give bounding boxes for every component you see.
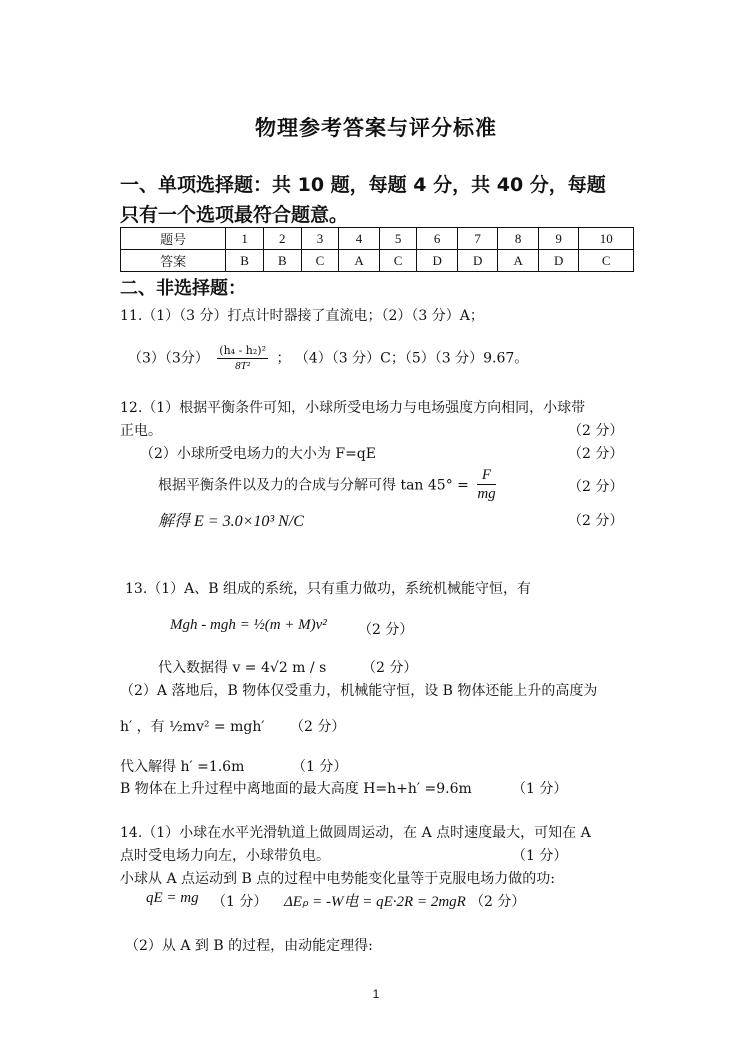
answer-cell: D — [538, 250, 578, 272]
q14-line4: （2）从 A 到 B 的过程，由动能定理得: — [125, 938, 373, 954]
answer-label-cell: 答案 — [121, 250, 226, 272]
q11-part3-suffix: ； （4）（3 分）C；（5）（3 分）9.67。 — [276, 350, 529, 367]
q13-line2: 代入数据得 v = 4√2 m / s — [158, 660, 327, 676]
q13-score2: （2 分） — [362, 660, 418, 676]
q13-line6: B 物体在上升过程中离地面的最大高度 H=h+h′ =9.6m — [120, 781, 472, 797]
q11-part3-prefix: （3）（3分） — [128, 350, 209, 367]
q13-line5: 代入解得 h′ =1.6m — [120, 759, 245, 775]
q12-line4-prefix: 根据平衡条件以及力的合成与分解可得 tan 45° = — [158, 477, 469, 494]
answer-cell: C — [579, 250, 634, 272]
q14-score2: （1 分） — [212, 894, 268, 910]
question-number-cell: 7 — [457, 228, 497, 250]
q12-score4: （2 分） — [568, 513, 624, 529]
section1-heading-line2: 只有一个选项最符合题意。 — [120, 204, 349, 226]
page-number: 1 — [372, 987, 380, 1001]
question-number-cell: 1 — [226, 228, 264, 250]
answer-cell: A — [498, 250, 538, 272]
q12-score2: （2 分） — [568, 446, 624, 462]
q12-line4 — [158, 466, 496, 503]
answer-cell: B — [263, 250, 301, 272]
q13-line1: 13.（1）A、B 组成的系统，只有重力做功，系统机械能守恒，有 — [125, 581, 532, 597]
q12-frac-num: F — [477, 466, 495, 485]
question-number-cell: 6 — [417, 228, 457, 250]
answer-cell: D — [417, 250, 457, 272]
q11-frac-num: (h₄ - h₂)² — [219, 344, 266, 357]
q11-line1: 11.（1）（3 分）打点计时器接了直流电；（2）（3 分）A； — [120, 308, 484, 324]
answer-table-header-row — [121, 228, 634, 250]
q13-line3: （2）A 落地后，B 物体仅受重力，机械能守恒，设 B 物体还能上升的高度为 — [120, 683, 598, 699]
answer-cell: C — [301, 250, 339, 272]
q11-line2 — [128, 343, 528, 374]
q13-score3: （2 分） — [290, 719, 346, 735]
section1-heading-line1: 一、单项选择题：共 10 题，每题 4 分，共 40 分，每题 — [120, 174, 606, 196]
question-number-cell: 9 — [538, 228, 578, 250]
q12-line3: （2）小球所受电场力的大小为 F=qE — [140, 446, 376, 462]
q12-line2: 正电。 — [120, 423, 162, 439]
answer-cell: C — [379, 250, 417, 272]
q14-line1: 14.（1）小球在水平光滑轨道上做圆周运动，在 A 点时速度最大，可知在 A — [120, 825, 591, 841]
q11-frac-den: 8T² — [235, 360, 251, 372]
q14-eq1: qE = mg — [146, 890, 199, 906]
question-number-cell: 3 — [301, 228, 339, 250]
q13-score4: （1 分） — [292, 759, 348, 775]
question-number-cell: 5 — [379, 228, 417, 250]
q13-line4: h′ ，有 ½mv² = mgh′ — [120, 719, 265, 735]
q12-fraction — [477, 466, 495, 503]
q13-score5: （1 分） — [512, 781, 568, 797]
q13-eq1: Mgh - mgh = ½(m + M)v² — [170, 617, 327, 633]
question-number-cell: 8 — [498, 228, 538, 250]
q14-score3: （2 分） — [470, 894, 526, 910]
q14-eq2: ΔEₚ = -W电 = qE·2R = 2mgR — [284, 894, 466, 910]
q11-fraction — [217, 343, 268, 374]
answer-table-answer-row — [121, 250, 634, 272]
q14-score1: （1 分） — [512, 848, 568, 864]
question-number-cell: 10 — [579, 228, 634, 250]
header-label-cell: 题号 — [121, 228, 226, 250]
q14-line3: 小球从 A 点运动到 B 点的过程中电势能变化量等于克服电场力做的功: — [120, 871, 555, 887]
q12-line1: 12.（1）根据平衡条件可知，小球所受电场力与电场强度方向相同，小球带 — [120, 400, 586, 416]
q12-score1: （2 分） — [568, 423, 624, 439]
q13-score1: （2 分） — [358, 622, 414, 638]
answer-cell: D — [457, 250, 497, 272]
answer-table — [120, 227, 634, 272]
q14-line2: 点时受电场力向左，小球带负电。 — [120, 848, 330, 864]
answer-cell: A — [339, 250, 379, 272]
page-title: 物理参考答案与评分标准 — [255, 116, 497, 140]
question-number-cell: 4 — [339, 228, 379, 250]
q12-frac-den: mg — [477, 486, 496, 502]
q12-score3: （2 分） — [568, 479, 624, 495]
q12-line5: 解得 E = 3.0×10³ N/C — [158, 513, 304, 530]
question-number-cell: 2 — [263, 228, 301, 250]
section2-heading: 二、非选择题： — [120, 278, 246, 299]
answer-cell: B — [226, 250, 264, 272]
